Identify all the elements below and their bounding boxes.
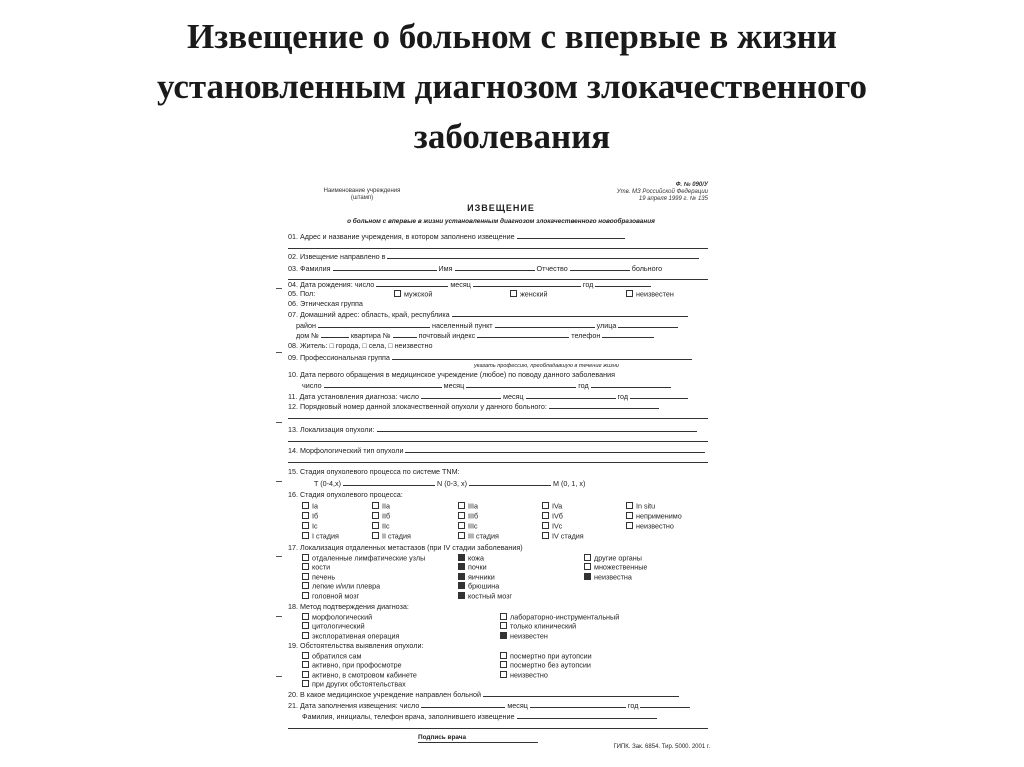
field-07-line-5	[321, 331, 349, 338]
checkbox-option[interactable]	[500, 671, 548, 680]
field-16	[288, 491, 714, 499]
checkbox-option[interactable]	[626, 502, 655, 511]
checkbox[interactable]	[626, 522, 633, 529]
checkbox-option[interactable]	[302, 632, 399, 641]
checkbox-option[interactable]	[302, 671, 417, 680]
checkbox[interactable]	[302, 554, 309, 561]
sex-unknown-label: неизвестен	[636, 289, 674, 299]
field-17-label: 17. Локализация отдаленных метастазов (при IV стадии заболевания)	[288, 544, 523, 552]
checkbox-option[interactable]	[458, 532, 499, 541]
field-15-row-2	[314, 479, 740, 488]
checkbox[interactable]	[302, 661, 309, 668]
field-01	[288, 232, 714, 241]
checkbox-label: IIб	[382, 511, 391, 521]
checkbox-label: IVб	[552, 511, 563, 521]
checkbox-label: посмертно без аутопсии	[510, 660, 591, 670]
slide-title-line-3: заболевания	[413, 117, 611, 156]
checkbox[interactable]	[542, 522, 549, 529]
checkbox-label: при других обстоятельствах	[312, 679, 406, 689]
field-06-label: 06. Этническая группа	[288, 300, 363, 308]
checkbox-option[interactable]	[302, 613, 372, 622]
field-04	[288, 280, 714, 289]
field-21-doctor-label: Фамилия, инициалы, телефон врача, заполнившего извещение	[302, 712, 515, 721]
checkbox[interactable]	[302, 592, 309, 599]
checkbox-option[interactable]	[372, 532, 411, 541]
field-10-line-1	[324, 381, 442, 388]
field-04-line-2	[473, 280, 581, 287]
checkbox[interactable]	[302, 522, 309, 529]
sex-female-label: женский	[520, 289, 548, 299]
checkbox-option[interactable]	[372, 512, 390, 521]
checkbox-option[interactable]	[458, 502, 478, 511]
checkbox-label: морфологический	[312, 612, 373, 622]
checkbox-option[interactable]	[626, 522, 674, 531]
checkbox-label: IIIб	[468, 511, 479, 521]
checkbox[interactable]	[372, 522, 379, 529]
checkbox[interactable]	[500, 671, 507, 678]
checkbox-label: Iб	[312, 511, 319, 521]
form-org-stamp	[312, 188, 412, 202]
checkbox[interactable]	[542, 532, 549, 539]
field-07-line-7	[477, 331, 569, 338]
field-02-line	[387, 252, 699, 259]
field-07-line	[452, 310, 688, 317]
field-03-patient: больного	[631, 264, 663, 273]
scan-tick	[276, 352, 282, 353]
field-15-m: M (0, 1, x)	[552, 479, 586, 488]
scan-tick	[276, 422, 282, 423]
checkbox-label: IVc	[552, 521, 563, 531]
checkbox[interactable]	[458, 522, 465, 529]
field-03-line-1	[333, 264, 437, 271]
checkbox[interactable]	[302, 632, 309, 639]
checkbox-label: неизвестно	[510, 670, 548, 680]
checkbox-option[interactable]	[500, 652, 592, 661]
field-15-label: 15. Стадия опухолевого процесса по системе TNM:	[288, 468, 460, 476]
checkbox-label: головной мозг	[312, 591, 360, 601]
checkbox[interactable]	[458, 563, 465, 570]
checkbox[interactable]	[302, 671, 309, 678]
checkbox[interactable]	[372, 502, 379, 509]
checkbox-option[interactable]	[584, 563, 647, 572]
field-04-day: 04. Дата рождения: число	[288, 280, 375, 289]
checkbox[interactable]	[372, 532, 379, 539]
field-02	[288, 252, 714, 261]
field-06	[288, 300, 714, 308]
checkbox[interactable]	[458, 592, 465, 599]
field-15-n: N (0-3, x)	[437, 479, 467, 488]
print-info: ГИПК. Зак. 6854. Тир. 5000. 2001 г.	[613, 744, 710, 750]
field-04-year: год	[582, 280, 594, 289]
field-21-doctor	[302, 712, 728, 721]
checkbox-option[interactable]	[542, 532, 584, 541]
field-21-day: 21. Дата заполнения извещения: число	[288, 701, 420, 710]
sex-female-option[interactable]	[510, 290, 548, 299]
signature-line	[418, 742, 538, 743]
checkbox-label: кожа	[468, 553, 484, 563]
checkbox-option[interactable]	[500, 622, 576, 631]
checkbox-label: посмертно при аутопсии	[510, 651, 592, 661]
checkbox[interactable]	[458, 554, 465, 561]
checkbox[interactable]	[626, 512, 633, 519]
field-13-label: 13. Локализация опухоли:	[288, 425, 375, 434]
checkbox[interactable]	[394, 290, 401, 297]
field-18	[288, 603, 714, 611]
checkbox-option[interactable]	[302, 563, 330, 572]
checkbox-label: активно, при профосмотре	[312, 660, 402, 670]
checkbox-option[interactable]	[500, 632, 548, 641]
checkbox[interactable]	[458, 532, 465, 539]
sex-unknown-option[interactable]	[626, 290, 674, 299]
field-09-note: указать профессию, преобладавшую в течение жизни	[474, 363, 619, 369]
checkbox[interactable]	[458, 582, 465, 589]
field-09-label: 09. Профессиональная группа	[288, 353, 390, 362]
checkbox-label: цитологический	[312, 621, 365, 631]
checkbox-label: активно, в смотровом кабинете	[312, 670, 417, 680]
field-12-label: 12. Порядковый номер данной злокачественной опухоли у данного больного:	[288, 402, 547, 411]
checkbox-label: Ic	[312, 521, 318, 531]
checkbox[interactable]	[302, 582, 309, 589]
field-10-line-2	[466, 381, 576, 388]
checkbox-label: IIa	[382, 501, 390, 511]
field-14-line	[405, 446, 705, 453]
form-subtitle: о больном с впервые в жизни установленным диагнозом злокачественного новообразования	[347, 218, 655, 225]
checkbox-label: кости	[312, 562, 331, 572]
field-07-line-6	[393, 331, 417, 338]
field-15-line-1	[343, 479, 435, 486]
field-16-label: 16. Стадия опухолевого процесса:	[288, 491, 403, 499]
field-10-year: год	[578, 381, 589, 390]
checkbox-option[interactable]	[500, 613, 619, 622]
checkbox[interactable]	[302, 613, 309, 620]
checkbox-label: яичники	[468, 572, 495, 582]
scanned-form	[288, 176, 714, 760]
checkbox-option[interactable]	[302, 554, 425, 563]
field-07	[288, 310, 714, 319]
checkbox-option[interactable]	[302, 532, 339, 541]
checkbox[interactable]	[542, 512, 549, 519]
field-21-line-2	[530, 701, 626, 708]
checkbox-label: неизвестен	[510, 631, 548, 641]
field-21-line-1	[421, 701, 505, 708]
checkbox-option[interactable]	[458, 563, 487, 572]
field-11-line-2	[526, 392, 616, 399]
field-21-year: год	[627, 701, 639, 710]
field-14-label: 14. Морфологический тип опухоли	[288, 446, 404, 455]
field-05-label: 05. Пол:	[288, 290, 316, 298]
field-12-line	[549, 402, 659, 409]
form-code: Ф. № 090/У	[675, 182, 708, 188]
form-approval	[558, 182, 708, 203]
field-12	[288, 402, 714, 411]
checkbox-option[interactable]	[302, 661, 402, 670]
field-07-tel: телефон	[571, 331, 601, 340]
field-11-year: год	[617, 392, 629, 401]
checkbox[interactable]	[302, 532, 309, 539]
checkbox-option[interactable]	[458, 592, 512, 601]
field-18-label: 18. Метод подтверждения диагноза:	[288, 603, 409, 611]
field-20-label: 20. В какое медицинское учреждение направлен больной	[288, 690, 481, 699]
field-07-dom: дом №	[296, 331, 319, 340]
checkbox-label: брюшина	[468, 581, 500, 591]
field-07-row-3	[296, 331, 722, 340]
checkbox[interactable]	[302, 563, 309, 570]
checkbox-label: III стадия	[468, 531, 499, 541]
checkbox-label: неизвестна	[594, 572, 632, 582]
checkbox-option[interactable]	[542, 512, 563, 521]
checkbox-label: лабораторно-инструментальный	[510, 612, 620, 622]
checkbox-option[interactable]	[302, 680, 406, 689]
field-03-line-3	[570, 264, 630, 271]
field-07-line-4	[618, 321, 678, 328]
checkbox[interactable]	[458, 573, 465, 580]
field-01-line	[517, 232, 625, 239]
field-10-month: месяц	[443, 381, 465, 390]
field-11-line-3	[630, 392, 688, 399]
field-14-line-2	[288, 462, 708, 463]
field-01-label: 01. Адрес и название учреждения, в котором заполнено извещение	[288, 232, 515, 241]
checkbox-label: I стадия	[312, 531, 339, 541]
field-02-label: 02. Извещение направлено в	[288, 252, 386, 261]
checkbox-option[interactable]	[302, 522, 318, 531]
checkbox[interactable]	[500, 652, 507, 659]
checkbox-label: IV стадия	[552, 531, 584, 541]
checkbox-label: только клинический	[510, 621, 577, 631]
field-11	[288, 392, 714, 401]
field-10	[288, 371, 714, 379]
checkbox-label: IVa	[552, 501, 563, 511]
checkbox-label: In situ	[636, 501, 656, 511]
checkbox-option[interactable]	[542, 522, 562, 531]
field-21-line-5	[288, 728, 708, 729]
checkbox-option[interactable]	[500, 661, 591, 670]
checkbox-option[interactable]	[302, 622, 365, 631]
checkbox-label: неизвестно	[636, 521, 674, 531]
checkbox-option[interactable]	[458, 554, 484, 563]
checkbox-option[interactable]	[302, 582, 380, 591]
field-08-label: 08. Житель: □ города, □ села, □ неизвестно	[288, 342, 433, 350]
checkbox-option[interactable]	[302, 592, 359, 601]
field-11-line-1	[421, 392, 501, 399]
checkbox-label: легкие и/или плевра	[312, 581, 381, 591]
field-07-row-2	[296, 321, 722, 330]
field-19	[288, 642, 714, 650]
checkbox-label: IIIc	[468, 521, 478, 531]
checkbox[interactable]	[626, 502, 633, 509]
field-14	[288, 446, 714, 455]
slide-title-line-2: установленным диагнозом злокачественного	[156, 67, 868, 106]
field-13	[288, 425, 714, 434]
form-org-label: Наименование учреждения	[323, 188, 401, 194]
field-07-ulica: улица	[596, 321, 617, 330]
checkbox-label: почки	[468, 562, 487, 572]
checkbox-label: множественные	[594, 562, 648, 572]
checkbox[interactable]	[500, 613, 507, 620]
checkbox[interactable]	[372, 512, 379, 519]
checkbox-option[interactable]	[302, 502, 318, 511]
checkbox[interactable]	[584, 563, 591, 570]
field-21	[288, 701, 714, 710]
form-approval-line-2: 19 апреля 1999 г. № 135	[638, 195, 708, 202]
field-15	[288, 468, 714, 476]
scan-tick	[276, 616, 282, 617]
field-15-t: T (0-4,x)	[314, 479, 342, 488]
checkbox-option[interactable]	[372, 522, 390, 531]
checkbox[interactable]	[302, 512, 309, 519]
sex-male-label: мужской	[404, 289, 433, 299]
field-09-line	[392, 353, 692, 360]
checkbox-label: Ia	[312, 501, 318, 511]
field-11-day: 11. Дата установления диагноза: число	[288, 392, 419, 401]
slide-title	[60, 12, 964, 162]
field-13-line	[377, 425, 697, 432]
scan-tick	[276, 556, 282, 557]
field-07-line-3	[495, 321, 595, 328]
checkbox-label: другие органы	[594, 553, 642, 563]
checkbox-label: неприменимо	[636, 511, 682, 521]
checkbox[interactable]	[500, 622, 507, 629]
field-04-line-3	[595, 280, 651, 287]
checkbox[interactable]	[500, 661, 507, 668]
checkbox-option[interactable]	[584, 573, 632, 582]
field-10-label: 10. Дата первого обращения в медицинское учреждение (любое) по поводу данного заболевания	[288, 371, 615, 379]
field-15-line-2	[469, 479, 551, 486]
checkbox[interactable]	[302, 573, 309, 580]
field-01-line-2	[288, 248, 708, 249]
checkbox[interactable]	[626, 290, 633, 297]
checkbox[interactable]	[302, 622, 309, 629]
field-07-label: 07. Домашний адрес: область, край, республика	[288, 310, 450, 319]
checkbox-option[interactable]	[302, 573, 335, 582]
field-11-month: месяц	[503, 392, 524, 401]
checkbox-option[interactable]	[372, 502, 390, 511]
checkbox[interactable]	[510, 290, 517, 297]
checkbox[interactable]	[584, 573, 591, 580]
checkbox-label: печень	[312, 572, 336, 582]
scan-tick	[276, 676, 282, 677]
checkbox-label: IIIa	[468, 501, 478, 511]
field-13-line-2	[288, 441, 708, 442]
doctor-signature-label: Подпись врача	[418, 734, 467, 741]
field-10-line-3	[591, 381, 671, 388]
field-07-index: почтовый индекс	[418, 331, 476, 340]
checkbox-option[interactable]	[458, 582, 499, 591]
field-03-patronymic: Отчество	[536, 264, 568, 273]
checkbox-option[interactable]	[458, 512, 478, 521]
field-12-line-2	[288, 418, 708, 419]
checkbox[interactable]	[302, 502, 309, 509]
checkbox[interactable]	[458, 512, 465, 519]
field-03-name: Имя	[438, 264, 453, 273]
checkbox[interactable]	[542, 502, 549, 509]
field-20-line	[483, 690, 679, 697]
field-04-month: месяц	[450, 280, 471, 289]
field-07-punkt: населенный пункт	[431, 321, 493, 330]
field-03-line-2	[455, 264, 535, 271]
form-org-sub: (штамп)	[350, 194, 374, 201]
field-21-line-3	[640, 701, 690, 708]
checkbox[interactable]	[302, 680, 309, 687]
field-10-row-2	[302, 381, 728, 390]
checkbox-label: обратился сам	[312, 651, 362, 661]
checkbox[interactable]	[500, 632, 507, 639]
field-09	[288, 353, 714, 362]
checkbox[interactable]	[584, 554, 591, 561]
checkbox-label: II стадия	[382, 531, 411, 541]
field-19-label: 19. Обстоятельства выявления опухоли:	[288, 642, 424, 650]
field-07-kv: квартира №	[350, 331, 391, 340]
checkbox[interactable]	[302, 652, 309, 659]
field-07-raion: район	[296, 321, 316, 330]
checkbox-label: IIc	[382, 521, 390, 531]
field-21-line-4	[517, 712, 657, 719]
form-approval-line-1: Утв. МЗ Российской Федерации	[616, 188, 708, 195]
field-04-line-1	[376, 280, 448, 287]
form-title: ИЗВЕЩЕНИЕ	[467, 203, 535, 213]
field-17	[288, 544, 714, 552]
checkbox-option[interactable]	[458, 522, 478, 531]
checkbox-option[interactable]	[584, 554, 642, 563]
slide-title-line-1: Извещение о больном с впервые в жизни	[187, 17, 837, 56]
sex-male-option[interactable]	[394, 290, 432, 299]
checkbox-label: костный мозг	[468, 591, 513, 601]
field-10-day: число	[302, 381, 322, 390]
checkbox-option[interactable]	[626, 512, 682, 521]
field-03	[288, 264, 714, 273]
checkbox[interactable]	[458, 502, 465, 509]
field-07-line-8	[602, 331, 654, 338]
field-08	[288, 342, 714, 350]
checkbox-option[interactable]	[302, 652, 361, 661]
field-03-surname: 03. Фамилия	[288, 264, 331, 273]
scan-tick	[276, 481, 282, 482]
field-21-month: месяц	[507, 701, 528, 710]
checkbox-option[interactable]	[302, 512, 318, 521]
checkbox-label: эксплоративная операция	[312, 631, 400, 641]
field-07-line-2	[318, 321, 430, 328]
field-20	[288, 690, 714, 699]
checkbox-option[interactable]	[458, 573, 495, 582]
checkbox-label: отдаленные лимфатические узлы	[312, 553, 426, 563]
checkbox-option[interactable]	[542, 502, 562, 511]
scan-tick	[276, 288, 282, 289]
